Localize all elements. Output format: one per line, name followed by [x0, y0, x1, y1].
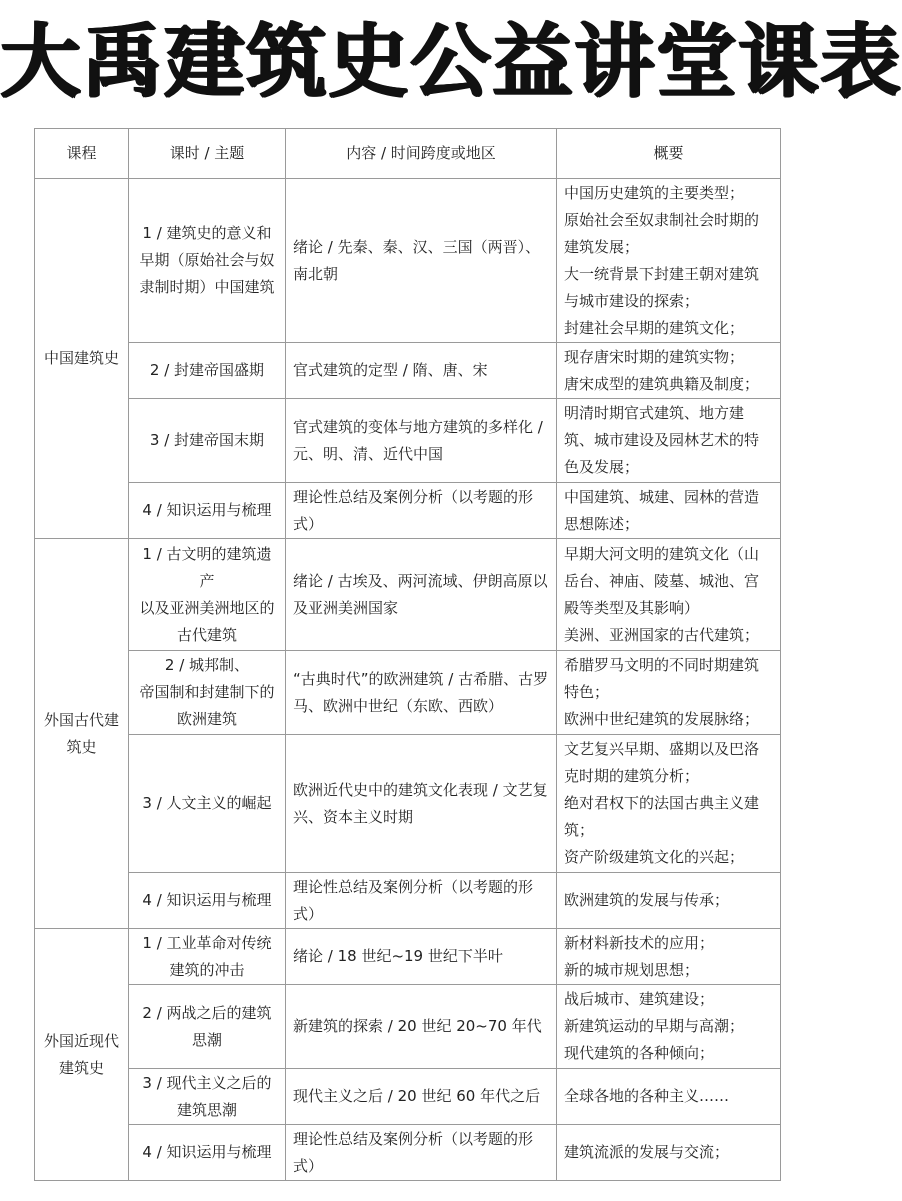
lesson-content: 绪论 / 18 世纪~19 世纪下半叶: [286, 929, 557, 985]
lesson-topic: 1 / 工业革命对传统建筑的冲击: [129, 929, 286, 985]
lesson-summary: 中国建筑、城建、园林的营造思想陈述；: [557, 483, 781, 539]
lesson-summary: 早期大河文明的建筑文化（山岳台、神庙、陵墓、城池、宫殿等类型及其影响） 美洲、亚洲国家的古代建筑；: [557, 539, 781, 651]
lesson-content: 现代主义之后 / 20 世纪 60 年代之后: [286, 1069, 557, 1125]
table-row: [35, 985, 781, 1069]
lesson-content: 官式建筑的变体与地方建筑的多样化 / 元、明、清、近代中国: [286, 399, 557, 483]
lesson-topic: 4 / 知识运用与梳理: [129, 1125, 286, 1181]
lesson-summary: 建筑流派的发展与交流；: [557, 1125, 781, 1181]
course-category-foreign-ancient: 外国古代建筑史: [35, 539, 129, 929]
header-course: 课程: [35, 129, 129, 179]
lesson-topic: 2 / 两战之后的建筑思潮: [129, 985, 286, 1069]
lesson-content: 绪论 / 先秦、秦、汉、三国（两晋）、南北朝: [286, 179, 557, 343]
lesson-topic: 3 / 人文主义的崛起: [129, 735, 286, 873]
lesson-summary: 文艺复兴早期、盛期以及巴洛克时期的建筑分析； 绝对君权下的法国古典主义建筑； 资产阶级建筑文化的兴起；: [557, 735, 781, 873]
course-category-foreign-modern: 外国近现代建筑史: [35, 929, 129, 1181]
table-header-row: [35, 129, 781, 179]
lesson-summary: 欧洲建筑的发展与传承；: [557, 873, 781, 929]
lesson-summary: 战后城市、建筑建设； 新建筑运动的早期与高潮； 现代建筑的各种倾向；: [557, 985, 781, 1069]
table-row: [35, 735, 781, 873]
header-summary: 概要: [557, 129, 781, 179]
lesson-topic: 3 / 封建帝国末期: [129, 399, 286, 483]
lesson-content: 官式建筑的定型 / 隋、唐、宋: [286, 343, 557, 399]
page-title: 大禹建筑史公益讲堂课表: [0, 15, 902, 108]
header-content: 内容 / 时间跨度或地区: [286, 129, 557, 179]
table-row: [35, 539, 781, 651]
lesson-topic: 4 / 知识运用与梳理: [129, 483, 286, 539]
course-category-chinese: 中国建筑史: [35, 179, 129, 539]
lesson-summary: 现存唐宋时期的建筑实物； 唐宋成型的建筑典籍及制度；: [557, 343, 781, 399]
lesson-content: 新建筑的探索 / 20 世纪 20~70 年代: [286, 985, 557, 1069]
lesson-summary: 希腊罗马文明的不同时期建筑特色； 欧洲中世纪建筑的发展脉络；: [557, 651, 781, 735]
table-row: [35, 483, 781, 539]
lesson-content: 理论性总结及案例分析（以考题的形式）: [286, 1125, 557, 1181]
header-lesson: 课时 / 主题: [129, 129, 286, 179]
table-row: [35, 179, 781, 343]
lesson-topic: 1 / 建筑史的意义和早期（原始社会与奴隶制时期）中国建筑: [129, 179, 286, 343]
schedule-table: [34, 128, 781, 1181]
lesson-content: 理论性总结及案例分析（以考题的形式）: [286, 873, 557, 929]
lesson-topic: 4 / 知识运用与梳理: [129, 873, 286, 929]
lesson-topic: 2 / 城邦制、 帝国制和封建制下的欧洲建筑: [129, 651, 286, 735]
table-row: [35, 873, 781, 929]
lesson-topic: 1 / 古文明的建筑遗产 以及亚洲美洲地区的古代建筑: [129, 539, 286, 651]
lesson-summary: 明清时期官式建筑、地方建筑、城市建设及园林艺术的特色及发展；: [557, 399, 781, 483]
lesson-content: 欧洲近代史中的建筑文化表现 / 文艺复兴、资本主义时期: [286, 735, 557, 873]
table-row: [35, 1069, 781, 1125]
table-row: [35, 343, 781, 399]
lesson-summary: 全球各地的各种主义……: [557, 1069, 781, 1125]
lesson-topic: 2 / 封建帝国盛期: [129, 343, 286, 399]
table-row: [35, 1125, 781, 1181]
lesson-summary: 中国历史建筑的主要类型； 原始社会至奴隶制社会时期的建筑发展； 大一统背景下封建王朝对建筑与城市建设的探索； 封建社会早期的建筑文化；: [557, 179, 781, 343]
lesson-content: 理论性总结及案例分析（以考题的形式）: [286, 483, 557, 539]
table-row: [35, 929, 781, 985]
lesson-topic: 3 / 现代主义之后的建筑思潮: [129, 1069, 286, 1125]
table-row: [35, 651, 781, 735]
lesson-content: 绪论 / 古埃及、两河流域、伊朗高原以及亚洲美洲国家: [286, 539, 557, 651]
lesson-summary: 新材料新技术的应用； 新的城市规划思想；: [557, 929, 781, 985]
lesson-content: “古典时代”的欧洲建筑 / 古希腊、古罗马、欧洲中世纪（东欧、西欧）: [286, 651, 557, 735]
table-row: [35, 399, 781, 483]
